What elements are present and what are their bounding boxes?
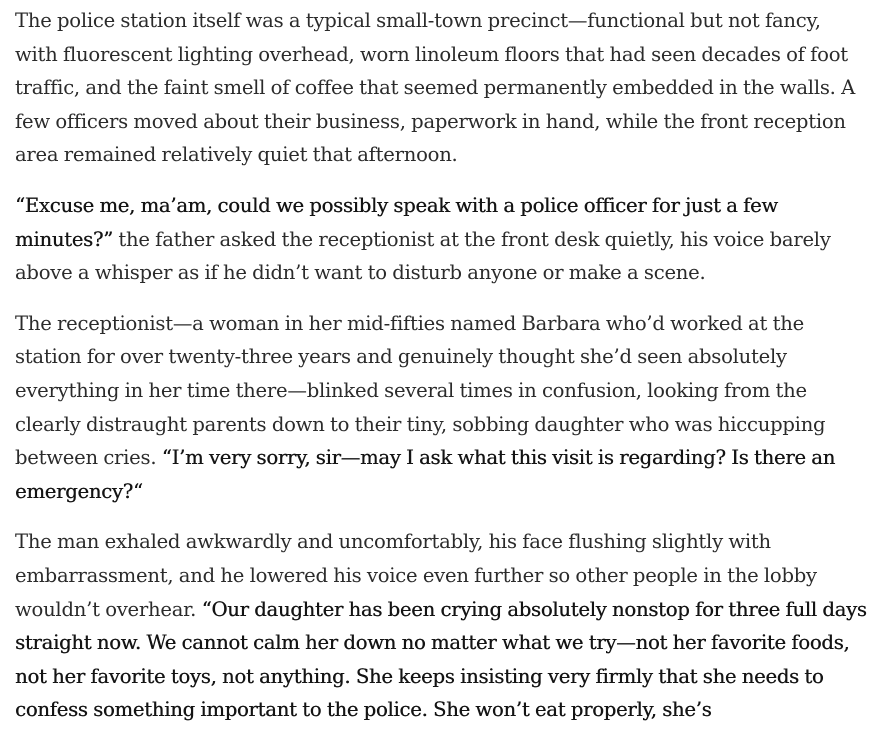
- paragraph-father-explanation: [15, 525, 867, 727]
- paragraph-father-request: [15, 189, 867, 290]
- dialogue-quote: “Our daughter has been crying absolutely nonstop for three full days straight now. We cannot calm her down no matter what we try—not her favorite foods, not her favorite toys, not anything. She keeps insisting very firmly that she needs to confess something important to the police. She won’t eat properly, she’s: [15, 597, 867, 722]
- article-body: [15, 4, 867, 744]
- dialogue-quote: “Excuse me, ma’am, could we possibly speak with a police officer for just a few minutes?”: [15, 193, 778, 251]
- paragraph-text: The receptionist—a woman in her mid-fifties named Barbara who’d worked at the station for over twenty-three years and genuinely thought she’d seen absolutely everything in her time there—blinked several times in confusion, looking from the clearly distraught parents down to their tiny, sobbing daughter who was hiccupping between cries.: [15, 311, 826, 470]
- paragraph-text: The police station itself was a typical small-town precinct—functional but not fancy, with fluorescent lighting overhead, worn linoleum floors that had seen decades of foot traffic, and the faint smell of coffee that seemed permanently embedded in the walls. A few officers moved about their business, paperwork in hand, while the front reception area remained relatively quiet that afternoon.: [15, 9, 855, 167]
- paragraph-receptionist: [15, 307, 867, 509]
- paragraph-text: The man exhaled awkwardly and uncomfortably, his face flushing slightly with embarrassment, and he lowered his voice even further so other people in the lobby wouldn’t overhear.: [15, 530, 817, 621]
- paragraph-text: the father asked the receptionist at the front desk quietly, his voice barely above a whisper as if he didn’t want to disturb anyone or make a scene.: [15, 227, 831, 285]
- dialogue-quote: “I’m very sorry, sir—may I ask what this visit is regarding? Is there an emergency?“: [15, 446, 835, 503]
- paragraph-station-description: [15, 4, 867, 172]
